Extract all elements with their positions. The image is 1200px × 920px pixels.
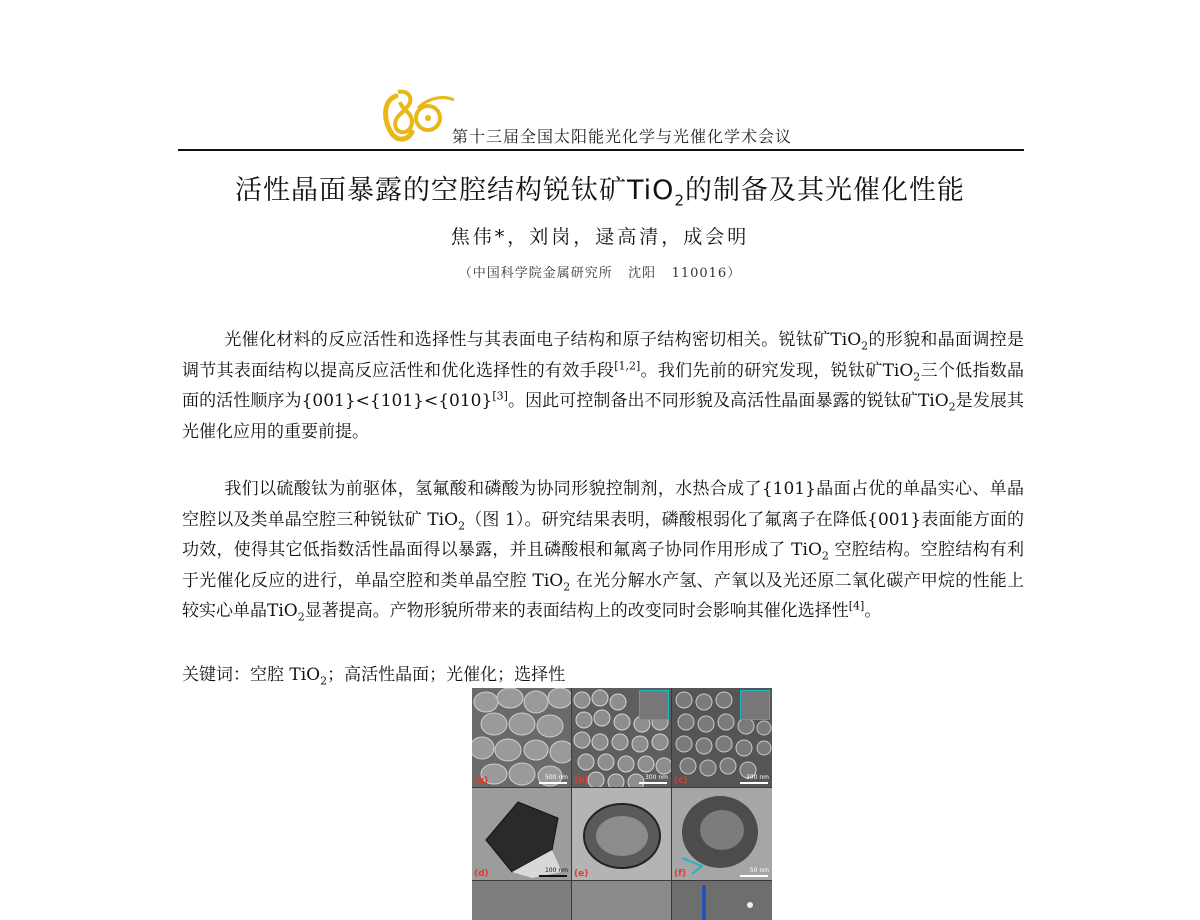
p1-sub-1: 2 — [861, 339, 869, 353]
p2-sub-1: 2 — [458, 518, 466, 532]
p2-text-5: 显著提高。产物形貌所带来的表面结构上的改变同时会影响其催化选择性 — [304, 601, 849, 621]
panel-a-scale-bar — [539, 782, 567, 784]
p2-text-3: 空腔结构。空腔结构有利于光催化反应的进行，单晶空腔和类单晶空腔 TiO — [182, 540, 1024, 591]
p1-text-4: 三个低指数晶面的活性顺序为{001}<{101}<{010} — [182, 360, 1025, 411]
paper-title — [150, 168, 1050, 209]
p2-sub-3: 2 — [563, 579, 571, 593]
panel-f-scale-bar — [740, 875, 768, 877]
panel-e-label: (e) — [574, 869, 589, 879]
figure-1 — [472, 688, 772, 920]
conference-logo — [378, 88, 458, 144]
p2-ref: [4] — [848, 599, 865, 613]
paragraph-1 — [182, 325, 1024, 447]
p2-sub-4: 2 — [297, 610, 305, 624]
affiliation: （中国科学院金属研究所 沈阳 110016） — [458, 266, 742, 281]
panel-c-scale-text: 300 nm — [745, 774, 769, 781]
p1-ref-2: [3] — [492, 389, 508, 403]
figure-panel-g — [472, 881, 571, 920]
p2-text-4: 在光分解水产氢、产氧以及光还原二氧化碳产甲烷的性能上较实心单晶TiO — [182, 570, 1024, 621]
panel-d-scale-text: 100 nm — [544, 867, 568, 874]
figure-panel-c — [672, 688, 772, 787]
conference-title: 第十三届全国太阳能光化学与光催化学术会议 — [452, 127, 793, 146]
p1-text-1: 光催化材料的反应活性和选择性与其表面电子结构和原子结构密切相关。锐钛矿TiO — [224, 330, 862, 350]
figure-panel-f — [672, 788, 772, 880]
keywords-sub: 2 — [320, 674, 328, 688]
panel-d-label: (d) — [474, 869, 489, 879]
figure-panel-h — [572, 881, 671, 920]
authors: 焦伟*，刘岗，逯高清，成会明 — [450, 226, 750, 248]
p2-text-6: 。 — [864, 601, 882, 621]
figure-panel-a — [472, 688, 571, 787]
p1-text-6: 是发展其光催化应用的重要前提。 — [182, 391, 1024, 442]
figure-panel-e — [572, 788, 671, 880]
keywords — [182, 660, 1024, 690]
panel-c-scale-bar — [740, 782, 768, 784]
keywords-text-2: ；高活性晶面；光催化；选择性 — [327, 665, 566, 685]
keywords-text-1: 关键词：空腔 TiO — [182, 665, 321, 685]
paragraph-2 — [182, 474, 1024, 627]
panel-a-label: (a) — [474, 776, 489, 786]
p1-sub-3: 2 — [948, 400, 956, 414]
panel-b-scale-text: 300 nm — [644, 774, 668, 781]
header-rule — [178, 149, 1024, 151]
title-tail: 的制备及其光催化性能 — [684, 175, 965, 206]
title-main: 活性晶面暴露的空腔结构锐钛矿TiO — [235, 175, 675, 206]
panel-f-scale-text: 50 nm — [749, 867, 769, 874]
p1-ref-1: [1,2] — [614, 358, 641, 372]
p1-text-2: 的形貌和晶面调控是调节其表面结构以提高反应活性和优化选择性的有效手段 — [182, 330, 1024, 381]
panel-d-scale-bar — [539, 875, 567, 877]
panel-b-scale-bar — [639, 782, 667, 784]
title-subscript: 2 — [674, 191, 685, 210]
figure-panel-i — [672, 881, 772, 920]
panel-c-label: (c) — [674, 776, 688, 786]
panel-c-inset — [740, 690, 770, 720]
figure-panel-b — [572, 688, 671, 787]
panel-b-inset — [639, 690, 669, 720]
p2-text-2: （图 1）。研究结果表明，磷酸根弱化了氟离子在降低{001}表面能方面的功效，使得其它低指数活性晶面得以暴露，并且磷酸根和氟离子协同作用形成了 TiO — [182, 509, 1024, 560]
p1-text-5: 。因此可控制备出不同形貌及高活性晶面暴露的锐钛矿TiO — [507, 391, 949, 411]
p2-text-1: 我们以硫酸钛为前驱体，氢氟酸和磷酸为协同形貌控制剂，水热合成了{101}晶面占优的单晶实心、单晶空腔以及类单晶空腔三种锐钛矿 TiO — [182, 479, 1024, 530]
figure-panel-d — [472, 788, 571, 880]
p2-sub-2: 2 — [821, 549, 829, 563]
p1-text-3: 。我们先前的研究发现，锐钛矿TiO — [640, 360, 914, 381]
panel-b-label: (b) — [574, 776, 589, 786]
panel-a-scale-text: 500 nm — [544, 774, 568, 781]
panel-f-label: (f) — [674, 869, 687, 879]
p1-sub-2: 2 — [913, 369, 921, 383]
